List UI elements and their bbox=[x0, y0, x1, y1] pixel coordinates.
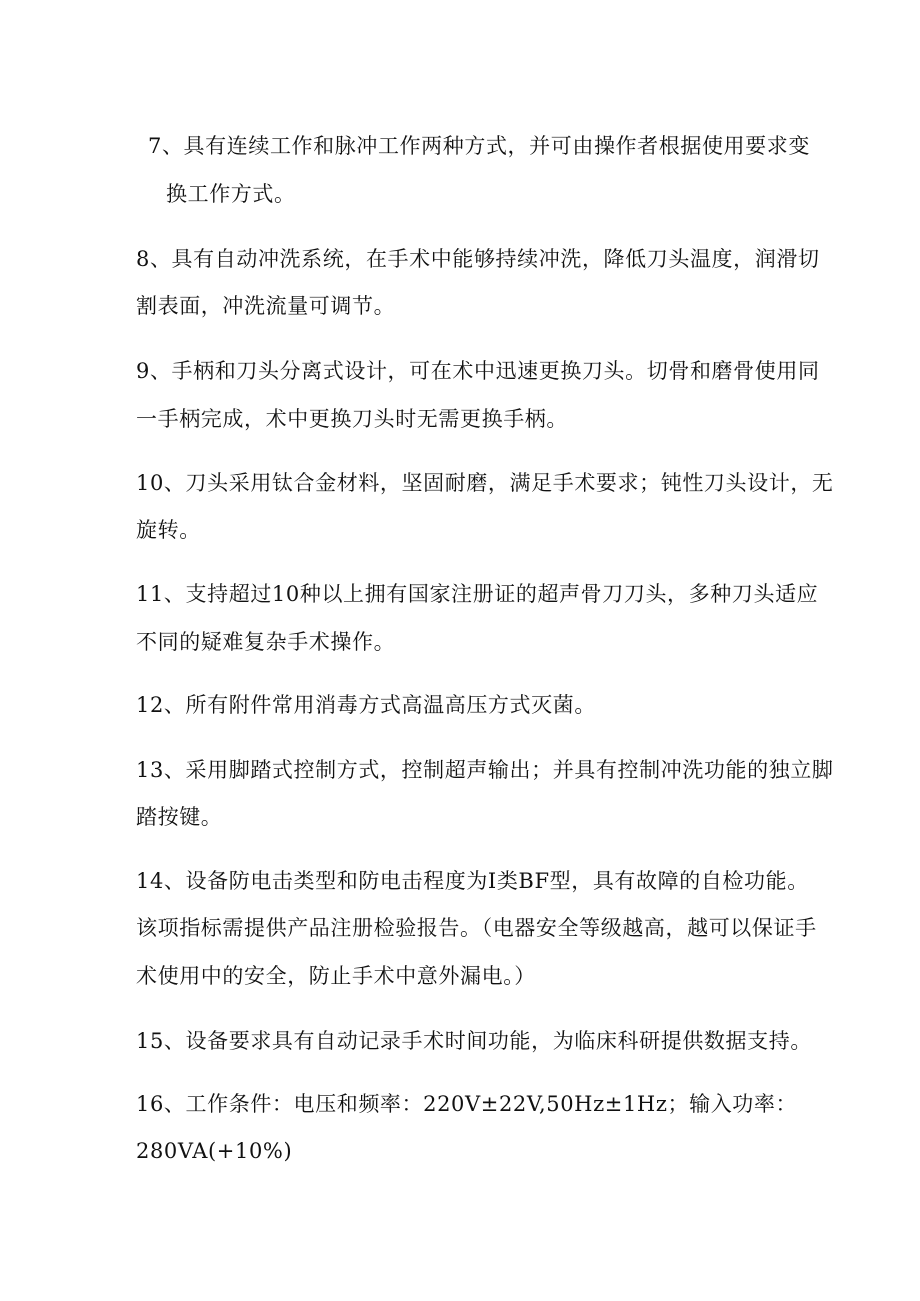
item-12-line-1: 12、所有附件常用消毒方式高温高压方式灭菌。 bbox=[136, 693, 596, 717]
item-13-line-1: 13、采用脚踏式控制方式，控制超声输出；并具有控制冲洗功能的独立脚 bbox=[136, 758, 834, 782]
item-9-line-1: 9、手柄和刀头分离式设计，可在术中迅速更换刀头。切骨和磨骨使用同 bbox=[136, 359, 820, 383]
item-11-line-1: 11、支持超过10种以上拥有国家注册证的超声骨刀刀头，多种刀头适应 bbox=[136, 582, 819, 606]
item-13-line-2: 踏按键。 bbox=[136, 805, 223, 829]
item-15-line-1: 15、设备要求具有自动记录手术时间功能，为临床科研提供数据支持。 bbox=[136, 1029, 812, 1053]
item-7-line-1: 7、具有连续工作和脉冲工作两种方式，并可由操作者根据使用要求变 bbox=[148, 134, 810, 158]
item-14-line-3: 术使用中的安全，防止手术中意外漏电。） bbox=[136, 964, 536, 988]
item-14-line-2: 该项指标需提供产品注册检验报告。（电器安全等级越高，越可以保证手 bbox=[136, 916, 817, 940]
item-14-line-1: 14、设备防电击类型和防电击程度为Ⅰ类BF型，具有故障的自检功能。 bbox=[136, 869, 809, 893]
item-8-line-2: 割表面，冲洗流量可调节。 bbox=[136, 294, 396, 318]
item-16-line-1: 16、工作条件：电压和频率：220V±22V,50Hz±1Hz；输入功率： bbox=[136, 1092, 798, 1116]
item-8-line-1: 8、具有自动冲洗系统，在手术中能够持续冲洗，降低刀头温度，润滑切 bbox=[136, 247, 820, 271]
item-11-line-2: 不同的疑难复杂手术操作。 bbox=[136, 630, 396, 654]
item-16-line-2: 280VA(+10%) bbox=[136, 1139, 293, 1163]
item-9-line-2: 一手柄完成，术中更换刀头时无需更换手柄。 bbox=[136, 407, 568, 431]
item-7-line-2: 换工作方式。 bbox=[166, 182, 296, 206]
item-10-line-1: 10、刀头采用钛合金材料，坚固耐磨，满足手术要求；钝性刀头设计，无 bbox=[136, 471, 834, 495]
item-10-line-2: 旋转。 bbox=[136, 518, 201, 542]
